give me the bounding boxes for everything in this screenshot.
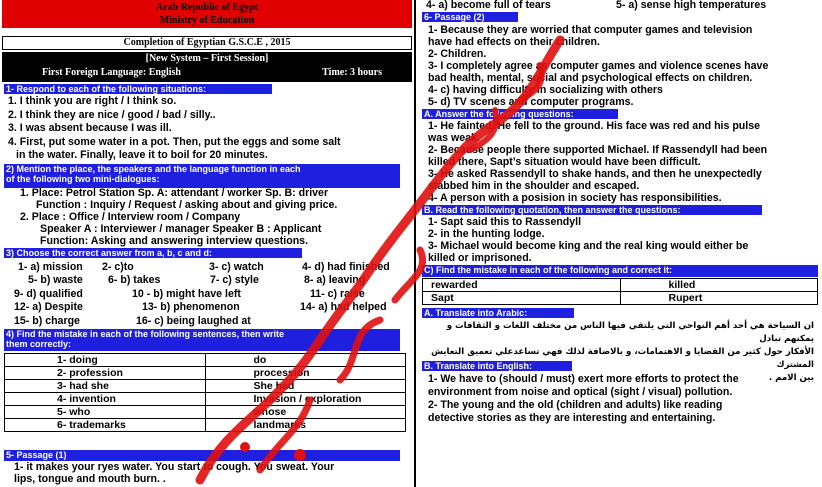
- translate-english-title: B. Translate into English:: [422, 361, 572, 371]
- q3-answer: 14- a) had helped: [300, 301, 387, 313]
- table-row: [5, 406, 406, 419]
- q3-answer: 10 - b) might have left: [132, 288, 241, 300]
- qc-title: C) Find the mistake in each of the following and correct it:: [422, 265, 818, 277]
- qa-title: A. Answer the following questions:: [422, 109, 618, 119]
- arabic-line: بين الامم .: [768, 373, 814, 383]
- qte-line: 1- We have to (should / must) exert more efforts to protect the: [428, 373, 739, 385]
- table-row: [5, 367, 406, 380]
- q6-line: have had effects on their children.: [428, 36, 600, 48]
- table-cell: 4- invention: [5, 393, 206, 406]
- q3-answer: 7- c) style: [210, 274, 259, 286]
- q4-title-line: them correctly:: [6, 339, 72, 349]
- qa-line: was weak.: [428, 132, 480, 144]
- table-cell: 5- who: [5, 406, 206, 419]
- passage1-answer: 5- a) sense high temperatures: [616, 0, 767, 11]
- qc-table: [422, 278, 818, 305]
- q3-answer: 13- b) phenomenon: [142, 301, 240, 313]
- q3-answer: 1- a) mission: [18, 261, 83, 273]
- q3-answer: 15- b) charge: [14, 315, 80, 327]
- table-cell: do: [205, 354, 406, 367]
- qb-line: 2- in the hunting lodge.: [428, 228, 545, 240]
- table-cell: She had: [205, 380, 406, 393]
- qb-line: killed or imprisoned.: [428, 252, 532, 264]
- table-cell: 3- had she: [5, 380, 206, 393]
- qb-line: 1- Sapt said this to Rassendyll: [428, 216, 582, 228]
- exam-title: Completion of Egyptian G.S.C.E , 2015: [2, 36, 412, 50]
- q3-answer: 2- c)to: [102, 261, 134, 273]
- country-name: Arab Republic of Egypt: [156, 2, 258, 13]
- q4-title: [4, 329, 400, 351]
- table-cell: Rupert: [620, 292, 818, 305]
- table-cell: killed: [620, 279, 818, 292]
- q1-title: 1- Respond to each of the following situations:: [4, 84, 272, 94]
- q6-line: 4- c) having difficulty in socializing with others: [428, 84, 663, 96]
- table-cell: 2- profession: [5, 367, 206, 380]
- q6-line: 5- d) TV scenes and computer programs.: [428, 96, 634, 108]
- q2-line: 2. Place : Office / Interview room / Company: [20, 211, 241, 223]
- table-row: [5, 393, 406, 406]
- table-cell: Invasion / exploration: [205, 393, 406, 406]
- passage1-answer: 4- a) become full of tears: [426, 0, 551, 11]
- q1-line: 2. I think they are nice / good / bad / silly..: [8, 109, 216, 121]
- q2-line: Speaker A : Interviewer / manager Speaker B : Applicant: [40, 223, 322, 235]
- table-row: [5, 380, 406, 393]
- qa-line: killed there, Sapt’s situation would have been difficult.: [428, 156, 701, 168]
- qb-title: B. Read the following quotation, then answer the questions:: [422, 205, 762, 215]
- q6-title: 6- Passage (2): [422, 12, 518, 22]
- qte-line: 2- The young and the old (children and adults) like reading: [428, 399, 723, 411]
- subject-label: First Foreign Language: English: [42, 67, 181, 78]
- qa-line: 3- He asked Rassendyll to shake hands, and then he unexpectedly: [428, 168, 762, 180]
- q3-answer: 12- a) Despite: [14, 301, 83, 313]
- q4-table: [4, 353, 406, 432]
- qa-line: 1- He fainted. He fell to the ground. His face was red and his pulse: [428, 120, 761, 132]
- q1-line: in the water. Finally, leave it to boil for 20 minutes.: [16, 149, 268, 161]
- table-cell: 6- trademarks: [5, 419, 206, 432]
- q3-answer: 16- c) being laughed at: [136, 315, 251, 327]
- q4-title-line: 4) Find the mistake in each of the following sentences, then write: [6, 329, 285, 339]
- table-row: [423, 292, 818, 305]
- table-cell: Sapt: [423, 292, 621, 305]
- arabic-line: الأفكار حول كثير من القضايا و الاهتمامات، و بالاضافة لذلك فهي تساعدعلي تعميق التعايش المشترك: [431, 347, 814, 370]
- system-label: [New System – First Session]: [145, 53, 269, 64]
- table-cell: whose: [205, 406, 406, 419]
- time-label: Time: 3 hours: [322, 67, 382, 78]
- qa-line: stabbed him in the shoulder and escaped.: [428, 180, 640, 192]
- q2-line: Function: Asking and answering interview questions.: [40, 235, 309, 247]
- table-row: [5, 419, 406, 432]
- q2-title: [4, 164, 400, 188]
- q3-answer: 9- d) qualified: [14, 288, 83, 300]
- q3-answer: 11- c) raise: [310, 288, 365, 300]
- q2-line: Function : Inquiry / Request / asking about and giving price.: [36, 199, 338, 211]
- q1-line: 3. I was absent because I was ill.: [8, 122, 172, 134]
- qa-line: 4- A person with a posision in society has responsibilities.: [428, 192, 722, 204]
- q6-line: bad health, mental, social and psychological effects on children.: [428, 72, 753, 84]
- q5-title: 5- Passage (1): [4, 450, 400, 461]
- qa-line: 2- Because people there supported Michael. If Rassendyll had been: [428, 144, 768, 156]
- q3-answer: 3- c) watch: [209, 261, 264, 273]
- table-row: [423, 279, 818, 292]
- q3-answer: 8- a) leaving: [304, 274, 366, 286]
- arabic-line: ان السياحة هي أحد أهم النواحي التي يلتقي فيها الناس من مختلف اللغات و الثقافات و يمكنهم تبادل: [446, 321, 814, 344]
- q5-line: lips, tongue and mouth burn. .: [14, 473, 166, 485]
- ministry-name: Ministry of Education: [159, 15, 255, 26]
- column-divider: [414, 0, 416, 487]
- q1-line: 4. First, put some water in a pot. Then, put the eggs and some salt: [8, 136, 341, 148]
- q1-line: 1. I think you are right / I think so.: [8, 95, 177, 107]
- q3-answer: 6- b) takes: [108, 274, 161, 286]
- table-row: [5, 354, 406, 367]
- q5-line: 1- it makes your ryes water. You start to cough. You sweat. Your: [14, 461, 335, 473]
- session-banner: [2, 52, 412, 82]
- q2-title-line: of the following two mini-dialogues:: [6, 174, 160, 184]
- header-banner: [2, 0, 412, 28]
- qte-line: environment from noise and optical (sight / visual) pollution.: [428, 386, 733, 398]
- translate-arabic-title: A. Translate into Arabic:: [422, 308, 574, 318]
- q3-title: 3) Choose the correct answer from a, b, c and d:: [4, 248, 302, 258]
- table-cell: 1- doing: [5, 354, 206, 367]
- q6-line: 1- Because they are worried that computer games and television: [428, 24, 753, 36]
- table-cell: landmarks: [205, 419, 406, 432]
- q6-line: 3- I completely agree as computer games and violence scenes have: [428, 60, 769, 72]
- table-cell: procession: [205, 367, 406, 380]
- q2-title-line: 2) Mention the place, the speakers and the language function in each: [6, 164, 301, 174]
- qb-line: 3- Michael would become king and the real king would either be: [428, 240, 749, 252]
- q3-answer: 5- b) waste: [28, 274, 83, 286]
- qte-line: detective stories as they are interesting and entertaining.: [428, 412, 716, 424]
- q3-answer: 4- d) had finished: [302, 261, 390, 273]
- q6-line: 2- Children.: [428, 48, 487, 60]
- q2-line: 1. Place: Petrol Station Sp. A: attendant / worker Sp. B: driver: [20, 187, 329, 199]
- table-cell: rewarded: [423, 279, 621, 292]
